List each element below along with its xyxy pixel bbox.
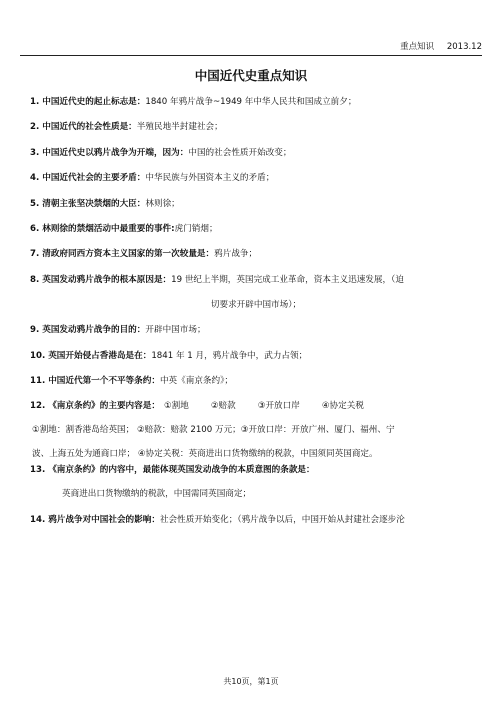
list-item: 9. 英国发动鸦片战争的目的：开辟中国市场； <box>30 325 206 336</box>
option-item: ②赔款 <box>210 401 236 412</box>
question-list <box>30 96 482 539</box>
list-item: 11. 中国近代第一个不平等条约：中英《南京条约》； <box>30 375 233 386</box>
list-item: 1. 中国近代史的起止标志是：1840 年鸦片战争~1949 年中华人民共和国成立前夕； <box>30 97 357 107</box>
header-date: 2013.12 <box>446 42 482 52</box>
list-item: 10. 英国开始侵占香港岛是在：1841 年 1 月，鸦片战争中，武力占领； <box>30 350 308 361</box>
list-item: 3. 中国近代史以鸦片战争为开端，因为：中国的社会性质开始改变； <box>30 147 292 158</box>
option-item: ①割地 <box>163 401 189 412</box>
list-item-14: 14. 鸦片战争对中国社会的影响：社会性质开始变化；（鸦片战争以后，中国开始从封建社会逐步沦 <box>30 514 405 525</box>
list-item: 6. 林则徐的禁烟活动中最重要的事件:虎门销烟； <box>30 223 218 234</box>
list-item: 5. 清朝主张坚决禁烟的大臣：林则徐； <box>30 198 180 209</box>
document-title: 中国近代史重点知识 <box>194 68 308 83</box>
item-continuation: 切要求开辟中国市场）； <box>210 299 302 310</box>
page-footer: 共10页，第1页 <box>223 677 279 686</box>
list-item: 8. 英国发动鸦片战争的根本原因是：19 世纪上半期，英国完成工业革命，资本主义迅速发展，（迫 切要求开辟中国市场）； <box>30 274 482 311</box>
list-item: 4. 中国近代社会的主要矛盾：中华民族与外国资本主义的矛盾； <box>30 173 275 184</box>
page-header <box>20 40 482 56</box>
option-item: ③开放口岸 <box>257 401 300 412</box>
list-item: 2. 中国近代的社会性质是：半殖民地半封建社会； <box>30 122 223 133</box>
list-item-13: 13. 《南京条约》的内容中，最能体现英国发动战争的本质意图的条款是： 英商进出口货物缴纳的税款，中国需同英国商定； <box>30 464 482 500</box>
option-item: ④协定关税 <box>321 401 364 412</box>
header-label: 重点知识 <box>400 42 435 52</box>
item-12-detail: ①割地：割香港岛给英国； ②赔款：赔款 2100 万元；③开放口岸：开放广州、厦门、福州、宁 波、上海五处为通商口岸； ④协定关税：英商进出口货物缴纳的税款，中国须同英国商定。 <box>32 425 395 460</box>
list-item-12: 12. 《南京条约》的主要内容是： ①割地 ②赔款 ③开放口岸 ④协定关税 ①割地：割香港岛给英国； ②赔款：赔款 2100 万元；③开放口岸：开放广州、厦门、福州、宁 波、上海五处为通商口岸； ④协定关税：英商进出口货物缴纳的税款，中国须同英国商定。 <box>30 400 482 460</box>
list-item: 7. 清政府同西方资本主义国家的第一次较量是：鸦片战争； <box>30 249 258 260</box>
item-13-answer: 英商进出口货物缴纳的税款，中国需同英国商定； <box>62 489 252 500</box>
